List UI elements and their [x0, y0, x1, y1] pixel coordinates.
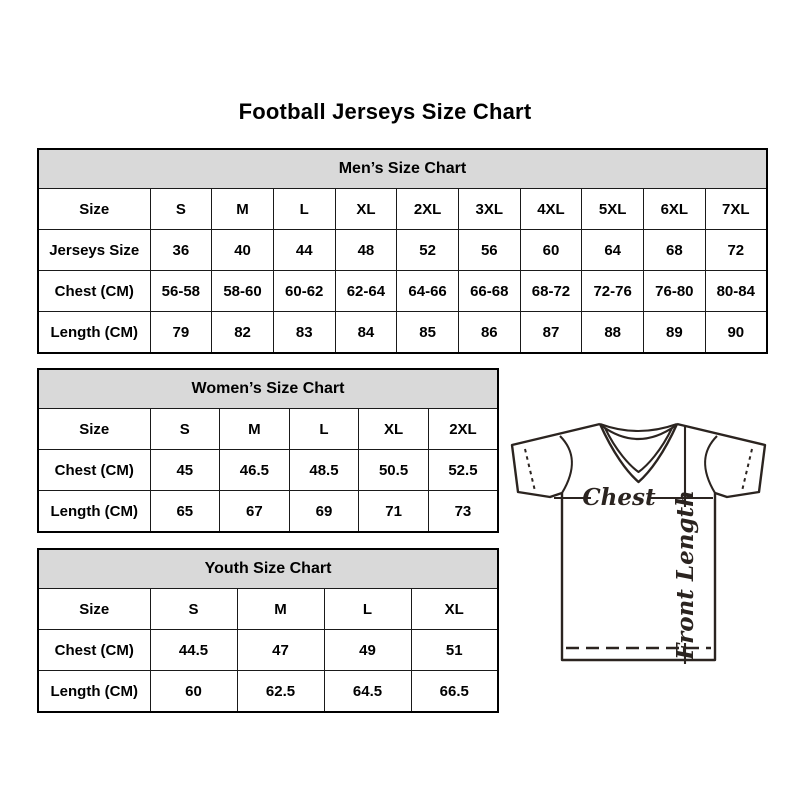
- table-cell: 90: [705, 312, 767, 354]
- row-label-cell: Chest (CM): [38, 630, 150, 671]
- table-cell: 86: [458, 312, 520, 354]
- table-cell: 44.5: [150, 630, 237, 671]
- youth-size-chart-table: [37, 548, 499, 713]
- table-cell: 46.5: [220, 450, 290, 491]
- row-label-cell: Length (CM): [38, 491, 150, 533]
- table-cell: 48: [335, 230, 397, 271]
- jersey-right-cuff-dashed-line: [742, 449, 752, 491]
- table-cell: L: [324, 589, 411, 630]
- table-cell: 60: [520, 230, 582, 271]
- table-cell: 76-80: [644, 271, 706, 312]
- table-cell: 87: [520, 312, 582, 354]
- table-cell: 3XL: [458, 189, 520, 230]
- table-cell: 68: [644, 230, 706, 271]
- table-cell: M: [237, 589, 324, 630]
- table-cell: 49: [324, 630, 411, 671]
- front-length-measure-label: Front Length: [672, 490, 699, 660]
- table-cell: 6XL: [644, 189, 706, 230]
- table-cell: 89: [644, 312, 706, 354]
- table-cell: 60: [150, 671, 237, 713]
- table-cell: XL: [335, 189, 397, 230]
- table-cell: 85: [397, 312, 459, 354]
- table-cell: 69: [289, 491, 359, 533]
- table-cell: 52: [397, 230, 459, 271]
- table-cell: 60-62: [273, 271, 335, 312]
- table-header-row: [38, 149, 767, 189]
- table-row: [38, 630, 498, 671]
- table-cell: 52.5: [428, 450, 498, 491]
- table-cell: 88: [582, 312, 644, 354]
- table-header-row: [38, 369, 498, 409]
- womens-size-chart-table: [37, 368, 499, 533]
- table-cell: 73: [428, 491, 498, 533]
- table-cell: M: [220, 409, 290, 450]
- table-cell: 7XL: [705, 189, 767, 230]
- row-label-cell: Length (CM): [38, 312, 150, 354]
- table-cell: 48.5: [289, 450, 359, 491]
- table-cell: 84: [335, 312, 397, 354]
- row-label-cell: Size: [38, 189, 150, 230]
- table-row: [38, 491, 498, 533]
- table-cell: 2XL: [397, 189, 459, 230]
- table-cell: 62.5: [237, 671, 324, 713]
- table-row: [38, 189, 767, 230]
- row-label-cell: Chest (CM): [38, 271, 150, 312]
- table-cell: 66-68: [458, 271, 520, 312]
- table-row: [38, 409, 498, 450]
- table-cell: 56-58: [150, 271, 212, 312]
- table-row: [38, 271, 767, 312]
- jersey-collar-top-outer: [600, 424, 677, 431]
- table-cell: S: [150, 189, 212, 230]
- table-cell: 83: [273, 312, 335, 354]
- jersey-left-armhole-seam: [560, 436, 572, 493]
- table-cell: 40: [212, 230, 274, 271]
- row-label-cell: Chest (CM): [38, 450, 150, 491]
- chest-measure-label: Chest: [582, 484, 656, 511]
- table-cell: 4XL: [520, 189, 582, 230]
- table-cell: 45: [150, 450, 220, 491]
- table-cell: M: [212, 189, 274, 230]
- table-row: [38, 230, 767, 271]
- table-cell: 64.5: [324, 671, 411, 713]
- row-label-cell: Length (CM): [38, 671, 150, 713]
- jersey-left-cuff-dashed-line: [525, 449, 535, 491]
- table-cell: L: [289, 409, 359, 450]
- row-label-cell: Size: [38, 409, 150, 450]
- table-cell: 56: [458, 230, 520, 271]
- table-cell: 71: [359, 491, 429, 533]
- table-cell: 72: [705, 230, 767, 271]
- jersey-right-sleeve: [677, 424, 765, 497]
- jersey-measurement-diagram: [500, 406, 770, 668]
- table-row: [38, 312, 767, 354]
- table-row: [38, 589, 498, 630]
- table-cell: 2XL: [428, 409, 498, 450]
- table-cell: 65: [150, 491, 220, 533]
- table-cell: 47: [237, 630, 324, 671]
- table-cell: 67: [220, 491, 290, 533]
- table-cell: S: [150, 589, 237, 630]
- table-cell: L: [273, 189, 335, 230]
- table-cell: S: [150, 409, 220, 450]
- table-row: [38, 671, 498, 713]
- table-cell: 50.5: [359, 450, 429, 491]
- table-cell: 36: [150, 230, 212, 271]
- row-label-cell: Size: [38, 589, 150, 630]
- table-row: [38, 450, 498, 491]
- table-cell: 44: [273, 230, 335, 271]
- page-title: Football Jerseys Size Chart: [238, 99, 532, 124]
- mens-table-title: Men’s Size Chart: [38, 149, 767, 189]
- table-cell: XL: [411, 589, 498, 630]
- table-header-row: [38, 549, 498, 589]
- table-cell: 64-66: [397, 271, 459, 312]
- table-cell: 58-60: [212, 271, 274, 312]
- youth-table-title: Youth Size Chart: [38, 549, 498, 589]
- mens-size-chart-table: [37, 148, 768, 354]
- table-cell: 72-76: [582, 271, 644, 312]
- table-cell: 68-72: [520, 271, 582, 312]
- table-cell: 51: [411, 630, 498, 671]
- table-cell: 79: [150, 312, 212, 354]
- table-cell: 62-64: [335, 271, 397, 312]
- womens-table-title: Women’s Size Chart: [38, 369, 498, 409]
- row-label-cell: Jerseys Size: [38, 230, 150, 271]
- table-cell: 66.5: [411, 671, 498, 713]
- table-cell: 64: [582, 230, 644, 271]
- table-cell: XL: [359, 409, 429, 450]
- table-cell: 80-84: [705, 271, 767, 312]
- jersey-right-armhole-seam: [705, 436, 717, 493]
- table-cell: 82: [212, 312, 274, 354]
- table-cell: 5XL: [582, 189, 644, 230]
